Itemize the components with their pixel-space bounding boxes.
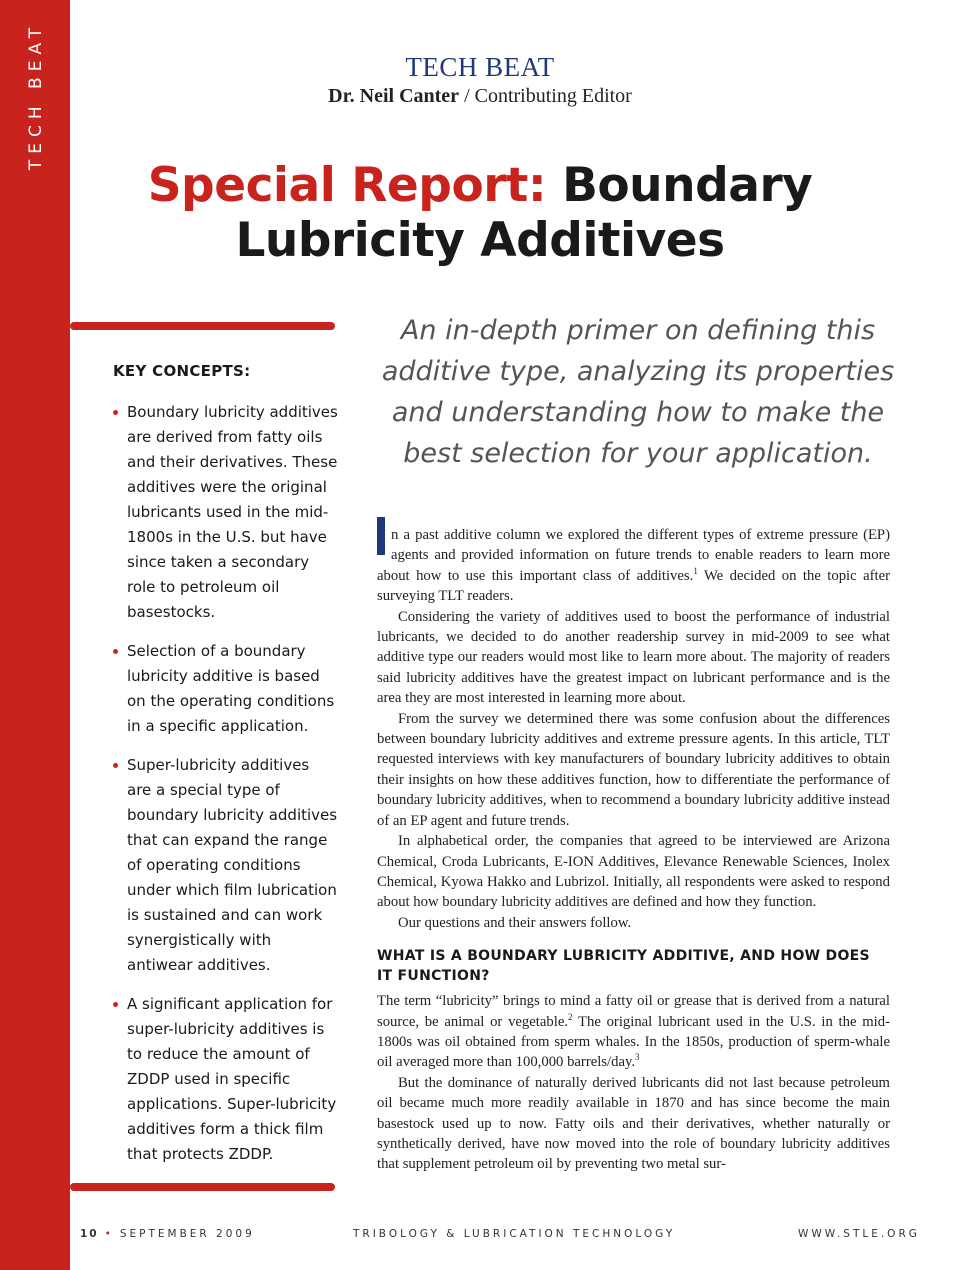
author-name: Dr. Neil Canter	[328, 85, 460, 107]
footnote-ref: 2	[568, 1011, 573, 1022]
drop-cap-i	[377, 517, 385, 555]
author-role: Contributing Editor	[474, 85, 632, 107]
title-black-part: Boundary Lubricity Additives	[235, 158, 813, 268]
key-concept-item: Selection of a boundary lubricity additive is based on the operating conditions in a specific application.	[113, 639, 338, 739]
article-paragraph: From the survey we determined there was some confusion about the differences between boundary lubricity additives and extreme pressure agents. In this article, TLT requested interviews with key manufacturers of boundary lubricity additives to obtain their insights on how these additives function, how to differentiate the performance of boundary lubricity additives, when to recommend a boundary lubricity additive instead of an EP agent and future trends.	[377, 710, 890, 829]
key-concept-item: A significant application for super-lubricity additives is to reduce the amount of ZDDP used in specific applications. Super-lubricity additives form a thick film that protects ZDDP.	[113, 992, 338, 1167]
article-paragraph: Considering the variety of additives used to boost the performance of industrial lubricants, we decided to do another readership survey in mid-2009 to see what additive type our readers would most like to learn more about. The majority of readers said lubricity additives have the greatest impact on lubricant performance and is the area they are most interested in learning more about.	[377, 608, 890, 707]
sidebar-bottom-rule	[70, 1183, 335, 1191]
article-paragraph: Our questions and their answers follow.	[398, 914, 632, 931]
footnote-ref: 1	[693, 565, 698, 576]
page-title	[100, 158, 860, 268]
page-number: 10	[80, 1228, 99, 1240]
issue-date: SEPTEMBER 2009	[119, 1228, 255, 1240]
article-paragraph: n a past additive column we explored the different types of extreme pressure (EP) agents and provided information on future trends to enable readers to learn more about how to use this important class of additives.$^1$ We decided on the topic after surveying TLT readers.	[377, 525, 890, 607]
article-paragraph: But the dominance of naturally derived lubricants did not last because petroleum oil became much more readily available in 1870 and has since become the main basestock used up to now. Fatty oils and their derivatives, whether naturally or synthetically derived, have now moved into the role of boundary lubricity additives that supplement petroleum oil by preventing two metal sur-	[377, 1074, 890, 1173]
side-section-label: TECH BEAT	[26, 21, 46, 171]
publication-name: TRIBOLOGY & LUBRICATION TECHNOLOGY	[353, 1228, 676, 1240]
byline-separator: /	[459, 85, 475, 107]
article-paragraph: In alphabetical order, the companies that agreed to be interviewed are Arizona Chemical, Croda Lubricants, E-ION Additives, Elevance Renewable Sciences, Inolex Chemical, Kyowa Hakko and Lubrizol. Initially, all respondents were asked to respond about how boundary lubricity additives are defined and how they function.	[377, 833, 890, 911]
article-subhead: WHAT IS A BOUNDARY LUBRICITY ADDITIVE, AND HOW DOES IT FUNCTION?	[377, 948, 870, 985]
footer-page-info	[80, 1228, 255, 1240]
section-heading: TECH BEAT	[405, 52, 555, 82]
key-concept-item: Boundary lubricity additives are derived from fatty oils and their derivatives. These additives were the original lubricants used in the mid-1800s in the U.S. but have since taken a secondary role to petroleum oil basestocks.	[113, 400, 338, 625]
key-concepts-sidebar	[113, 362, 338, 1181]
article-deck: An in-depth primer on defining this additive type, analyzing its properties and understanding how to make the best selection for your application.	[381, 315, 895, 469]
article-body	[377, 525, 890, 1175]
key-concepts-list	[113, 400, 338, 1167]
sidebar-top-rule	[70, 322, 335, 330]
key-concept-item: Super-lubricity additives are a special type of boundary lubricity additives that can expand the range of operating conditions under which film lubrication is sustained and can work synergistically with antiwear additives.	[113, 753, 338, 978]
title-red-part: Special Report:	[147, 158, 547, 213]
side-color-bar	[0, 0, 70, 1270]
footnote-ref: 3	[635, 1052, 640, 1063]
article-paragraph: The term “lubricity” brings to mind a fatty oil or grease that is derived from a natural source, be animal or vegetable.$^2$ The original lubricant used in the U.S. in the mid-1800s was oil obtained from sperm whales. In the 1850s, production of sperm-whale oil averaged more than 100,000 barrels/day.$^3$	[377, 993, 890, 1071]
byline	[250, 85, 710, 108]
footer-bullet: •	[104, 1228, 114, 1240]
key-concepts-title: KEY CONCEPTS:	[113, 362, 251, 380]
website-link[interactable]: WWW.STLE.ORG	[798, 1228, 920, 1240]
